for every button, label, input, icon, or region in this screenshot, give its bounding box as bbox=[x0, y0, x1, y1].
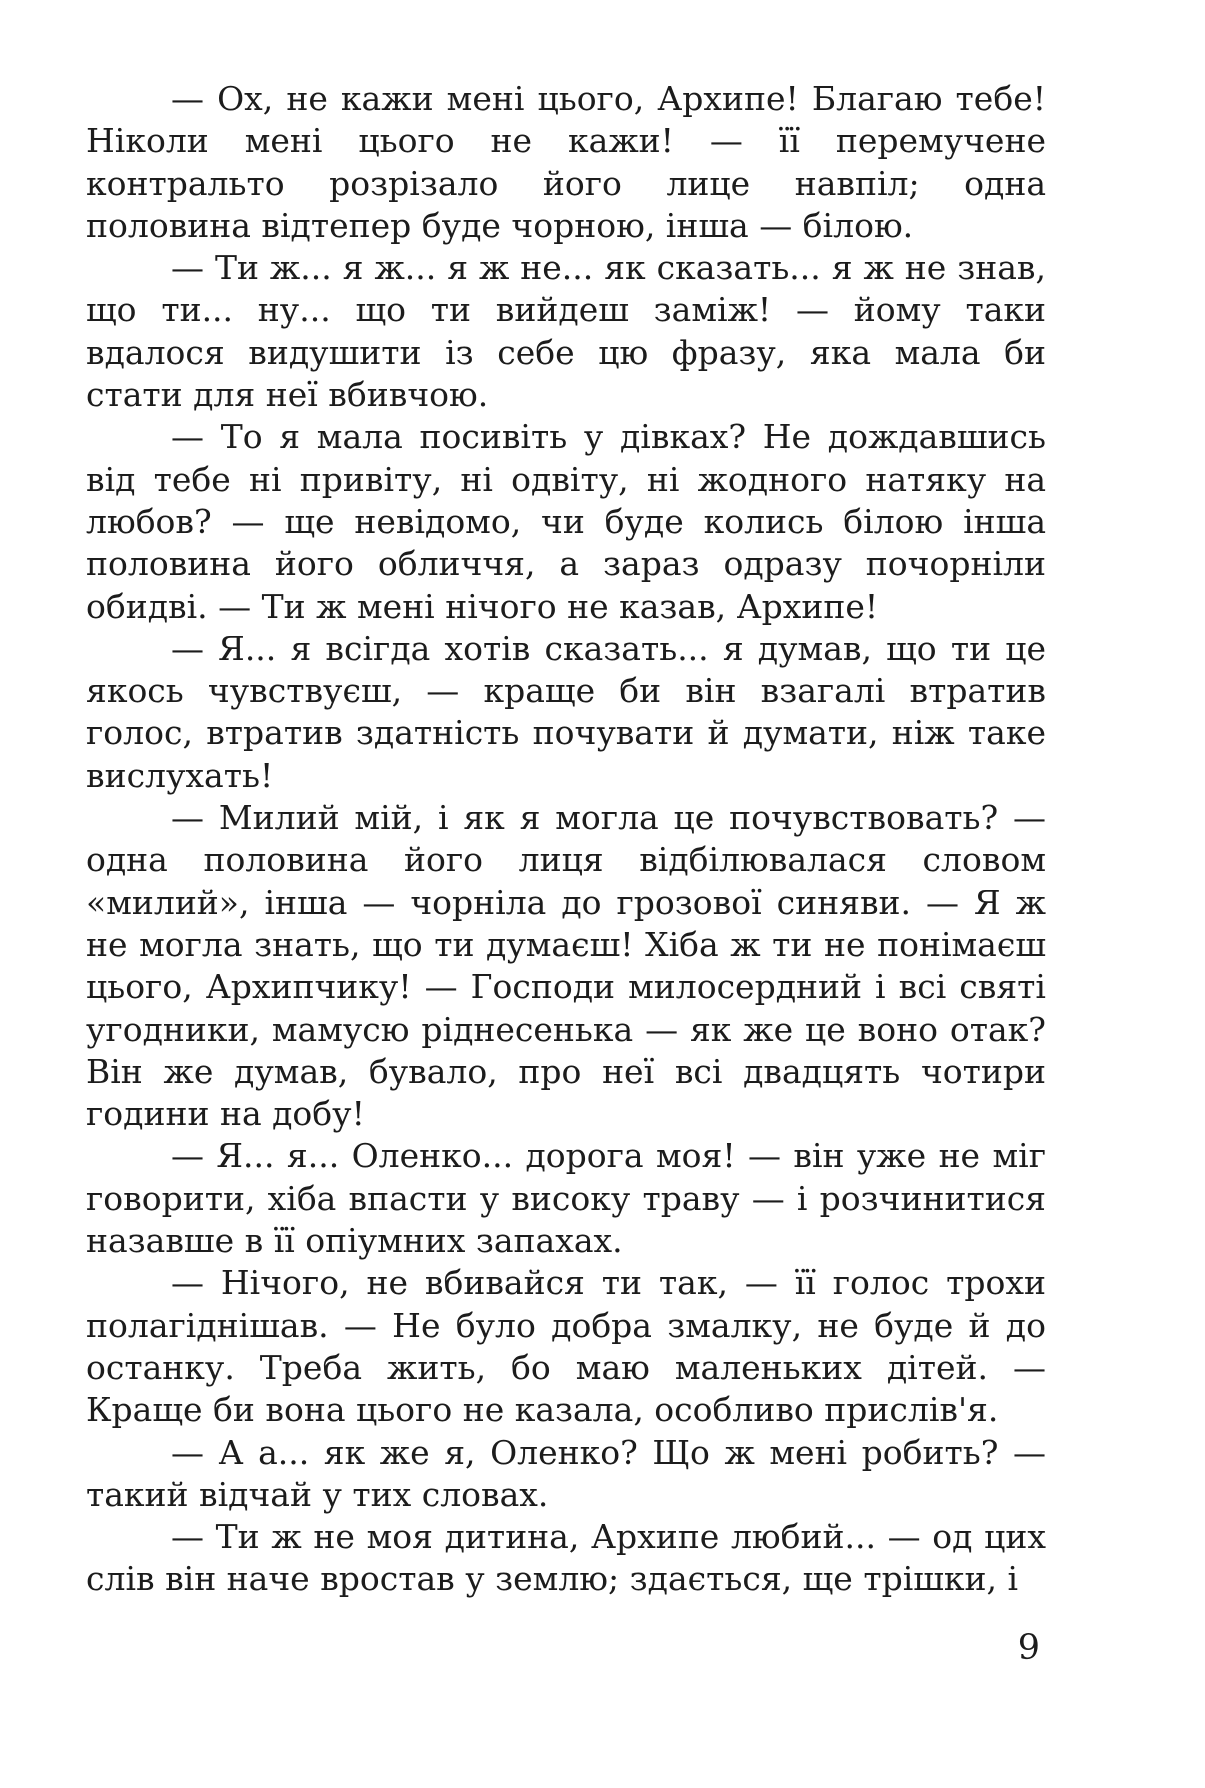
paragraph-6: — Я... я... Оленко... дорога моя! — він уже не міг говорити, хіба впасти у високу траву — і розчинитися назавше в її опіумних запахах. bbox=[86, 1136, 1046, 1261]
paragraph-9: — Ти ж не моя дитина, Архипе любий... — од цих слів він наче вростав у землю; здається, ще трішки, і bbox=[86, 1517, 1046, 1599]
page-number: 9 bbox=[1017, 1628, 1040, 1668]
paragraph-1: — Ох, не кажи мені цього, Архипе! Благаю тебе! Ніколи мені цього не кажи! — її перемучене контральто розрізало його лице навпіл; одна половина відтепер буде чорною, інша — білою. bbox=[86, 79, 1046, 245]
paragraph-7: — Нічого, не вбивайся ти так, — її голос трохи полагіднішав. — Не було добра змалку, не буде й до останку. Треба жить, бо маю маленьких дітей. — Краще би вона цього не казала, особливо прислів'я. bbox=[86, 1263, 1046, 1430]
paragraph-3: — То я мала посивіть у дівках? Не дождавшись від тебе ні привіту, ні одвіту, ні жодного натяку на любов? — ще невідомо, чи буде колись білою інша половина його обличчя, а зараз одразу почорніли обидві. — Ти ж мені нічого не казав, Архипе! bbox=[86, 417, 1046, 626]
paragraph-5: — Милий мій, і як я могла це почувствовать? — одна половина його лиця відбілювалася словом «милий», інша — чорніла до грозової синяви. — Я ж не могла знать, що ти думаєш! Хіба ж ти не понімаєш цього, Архипчику! — Господи милосердний і всі святі угодники, мамусю ріднесенька — як же це воно отак? Він же думав, бувало, про неї всі двадцять чотири години на добу! bbox=[86, 798, 1046, 1134]
body-text bbox=[86, 78, 1046, 1601]
paragraph-8: — А а... як же я, Оленко? Що ж мені робить? — такий відчай у тих словах. bbox=[86, 1432, 1046, 1514]
paragraph-4: — Я... я всігда хотів сказать... я думав, що ти це якось чувствуєш, — краще би він взагалі втратив голос, втратив здатність почувати й думати, ніж таке вислухать! bbox=[86, 628, 1046, 795]
paragraph-2: — Ти ж... я ж... я ж не... як сказать... я ж не знав, що ти... ну... що ти вийдеш заміж! — йому таки вдалося видушити із себе цю фразу, яка мала би стати для неї вбивчою. bbox=[86, 248, 1046, 415]
